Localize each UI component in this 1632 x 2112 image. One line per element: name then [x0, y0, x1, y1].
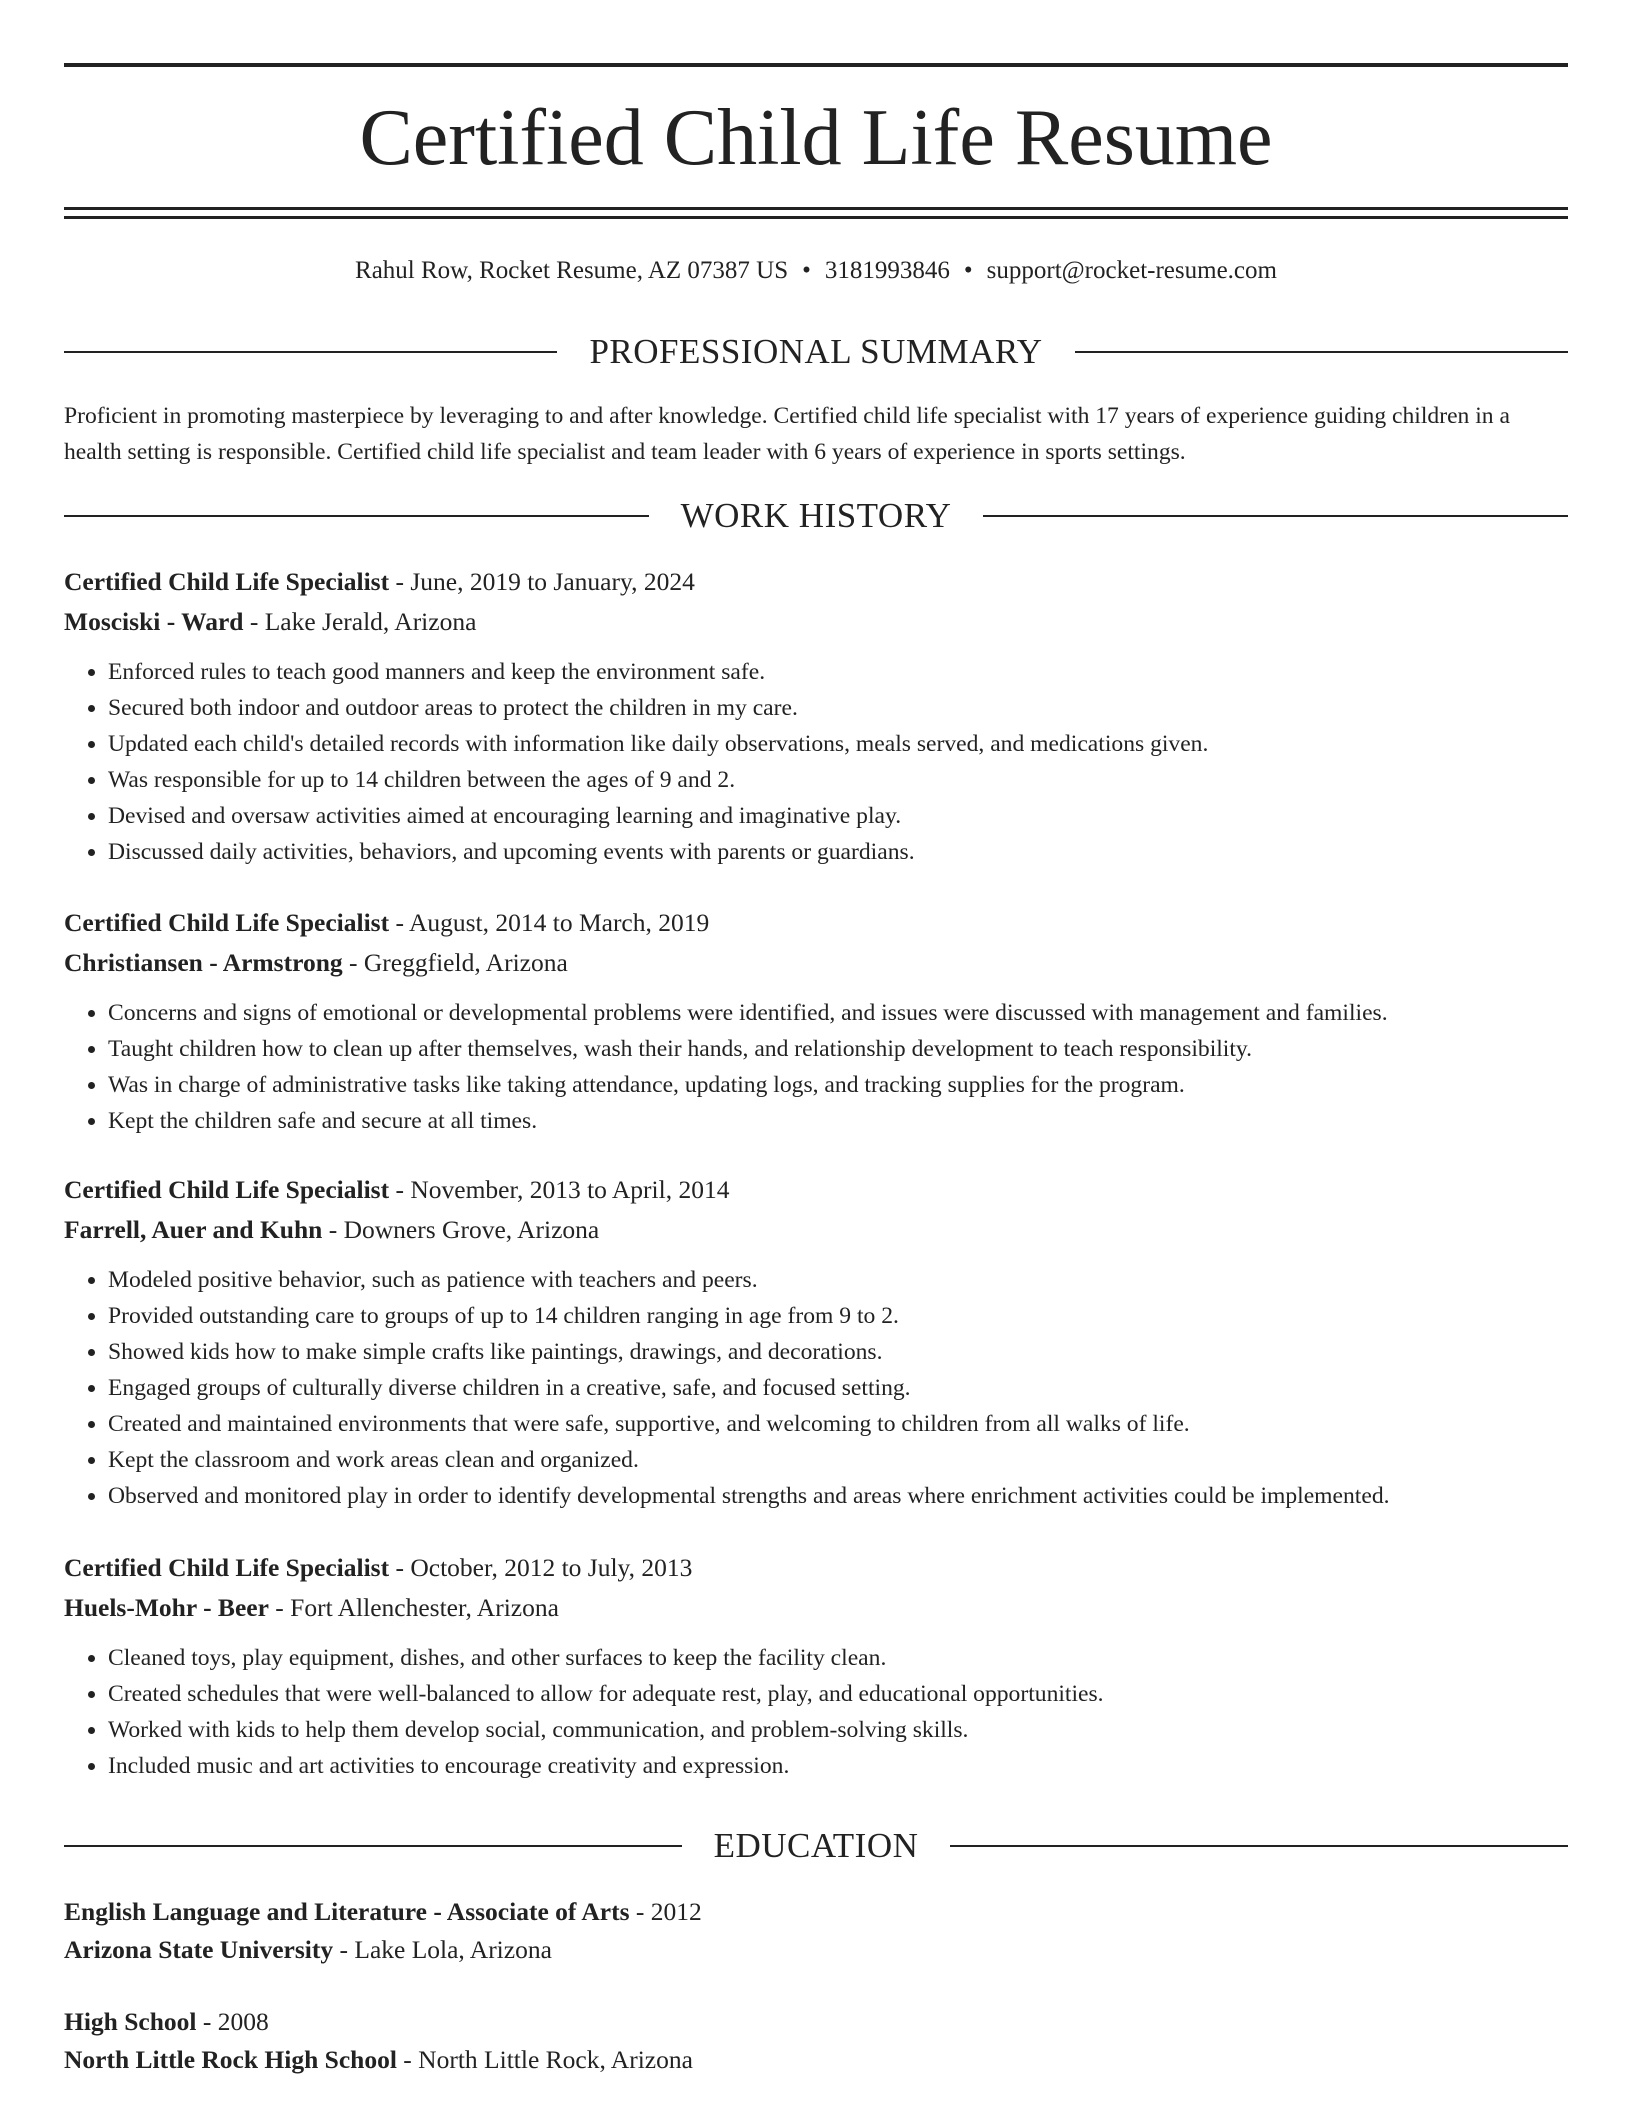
job-bullet: • Created schedules that were well-balanced to allow for adequate rest, play, and educational opportunities. [108, 1676, 1568, 1712]
job-dates: - November, 2013 to April, 2014 [389, 1175, 730, 1204]
job-title: Certified Child Life Specialist [64, 567, 390, 596]
heading-rule [950, 1845, 1568, 1847]
section-heading-label: PROFESSIONAL SUMMARY [589, 332, 1043, 371]
job-bullet: • Showed kids how to make simple crafts like paintings, drawings, and decorations. [108, 1334, 1568, 1370]
job-bullets [64, 1640, 1568, 1784]
employer-name: Farrell, Auer and Kuhn [64, 1215, 323, 1244]
job-bullet: • Taught children how to clean up after themselves, wash their hands, and relationship development to teach responsibility. [108, 1031, 1568, 1067]
job-bullet: • Secured both indoor and outdoor areas to protect the children in my care. [108, 690, 1568, 726]
employer-name: Mosciski - Ward [64, 607, 244, 636]
education-entry [64, 1893, 1568, 1969]
heading-rule [64, 351, 557, 353]
job-bullet: • Worked with kids to help them develop social, communication, and problem-solving skills. [108, 1712, 1568, 1748]
education-entry [64, 2003, 1568, 2079]
job-bullets [64, 995, 1568, 1139]
job-title: Certified Child Life Specialist [64, 1175, 390, 1204]
job-bullets [64, 654, 1568, 870]
job-bullet: • Was responsible for up to 14 children between the ages of 9 and 2. [108, 762, 1568, 798]
employer-line [64, 943, 1568, 983]
job-bullet: • Included music and art activities to encourage creativity and expression. [108, 1748, 1568, 1784]
job-bullet: • Cleaned toys, play equipment, dishes, and other surfaces to keep the facility clean. [108, 1640, 1568, 1676]
contact-separator: • [802, 257, 811, 284]
job-bullet: • Discussed daily activities, behaviors, and upcoming events with parents or guardians. [108, 834, 1568, 870]
job-entry [64, 1548, 1568, 1784]
school-line [64, 2041, 1568, 2079]
heading-rule [1075, 351, 1568, 353]
contact-separator: • [963, 257, 973, 284]
job-bullet: • Was in charge of administrative tasks like taking attendance, updating logs, and tracking supplies for the program. [108, 1067, 1568, 1103]
job-bullet: • Updated each child's detailed records with information like daily observations, meals served, and medications given. [108, 726, 1568, 762]
job-entry [64, 1170, 1568, 1514]
contact-email: support@rocket-resume.com [986, 257, 1277, 284]
heading-rule [64, 1845, 682, 1847]
job-title: Certified Child Life Specialist [64, 908, 390, 937]
job-entry [64, 562, 1568, 870]
employer-location: - Lake Jerald, Arizona [243, 607, 477, 636]
section-heading-label: EDUCATION [713, 1826, 919, 1865]
job-bullets [64, 1262, 1568, 1514]
summary-text: Proficient in promoting masterpiece by leveraging to and after knowledge. Certified child life specialist with 17 years of experience guiding children in a health setting is responsible. Certified child life specialist and team leader with 6 years of experience in sports settings. [64, 403, 1510, 465]
section-heading-label: WORK HISTORY [680, 496, 952, 535]
section-heading-education [64, 1826, 1568, 1866]
degree-name: High School [64, 2007, 197, 2036]
job-bullet: • Kept the classroom and work areas clean and organized. [108, 1442, 1568, 1478]
employer-name: Christiansen - Armstrong [64, 948, 343, 977]
job-dates: - August, 2014 to March, 2019 [389, 908, 710, 937]
degree-name: English Language and Literature - Associate of Arts [64, 1897, 630, 1926]
job-bullet: • Provided outstanding care to groups of up to 14 children ranging in age from 9 to 2. [108, 1298, 1568, 1334]
section-heading-summary [64, 332, 1568, 372]
employer-line [64, 602, 1568, 642]
job-bullet: • Concerns and signs of emotional or developmental problems were identified, and issues were discussed with management and families. [108, 995, 1568, 1031]
top-rule [64, 63, 1568, 67]
job-bullet: • Devised and oversaw activities aimed at encouraging learning and imaginative play. [108, 798, 1568, 834]
job-dates: - October, 2012 to July, 2013 [389, 1553, 693, 1582]
job-bullet: • Enforced rules to teach good manners and keep the environment safe. [108, 654, 1568, 690]
school-line [64, 1931, 1568, 1969]
job-bullet: • Kept the children safe and secure at all times. [108, 1103, 1568, 1139]
degree-year: - 2012 [629, 1897, 702, 1926]
heading-rule [64, 515, 649, 517]
section-heading-work-history [64, 496, 1568, 536]
school-name: North Little Rock High School [64, 2045, 397, 2074]
job-title-line [64, 1548, 1568, 1588]
contact-address: Rahul Row, Rocket Resume, AZ 07387 US [355, 257, 789, 284]
title-double-rule [64, 207, 1568, 219]
job-title-line [64, 903, 1568, 943]
school-location: - Lake Lola, Arizona [333, 1935, 552, 1964]
job-bullet: • Observed and monitored play in order to identify developmental strengths and areas where enrichment activities could be implemented. [108, 1478, 1568, 1514]
degree-line [64, 2003, 1568, 2041]
job-title-line [64, 562, 1568, 602]
job-entry [64, 903, 1568, 1139]
degree-line [64, 1893, 1568, 1931]
job-bullet: • Engaged groups of culturally diverse children in a creative, safe, and focused setting. [108, 1370, 1568, 1406]
resume-title: Certified Child Life Resume [359, 94, 1273, 182]
job-title-line [64, 1170, 1568, 1210]
contact-line [64, 254, 1568, 288]
employer-location: - Fort Allenchester, Arizona [268, 1593, 559, 1622]
heading-rule [983, 515, 1568, 517]
degree-year: - 2008 [196, 2007, 269, 2036]
school-name: Arizona State University [64, 1935, 334, 1964]
employer-location: - Downers Grove, Arizona [322, 1215, 600, 1244]
job-title: Certified Child Life Specialist [64, 1553, 390, 1582]
employer-location: - Greggfield, Arizona [342, 948, 568, 977]
job-dates: - June, 2019 to January, 2024 [389, 567, 695, 596]
employer-name: Huels-Mohr - Beer [64, 1593, 269, 1622]
job-bullet: • Created and maintained environments that were safe, supportive, and welcoming to children from all walks of life. [108, 1406, 1568, 1442]
contact-phone: 3181993846 [824, 257, 950, 284]
school-location: - North Little Rock, Arizona [396, 2045, 693, 2074]
job-bullet: • Modeled positive behavior, such as patience with teachers and peers. [108, 1262, 1568, 1298]
employer-line [64, 1588, 1568, 1628]
employer-line [64, 1210, 1568, 1250]
